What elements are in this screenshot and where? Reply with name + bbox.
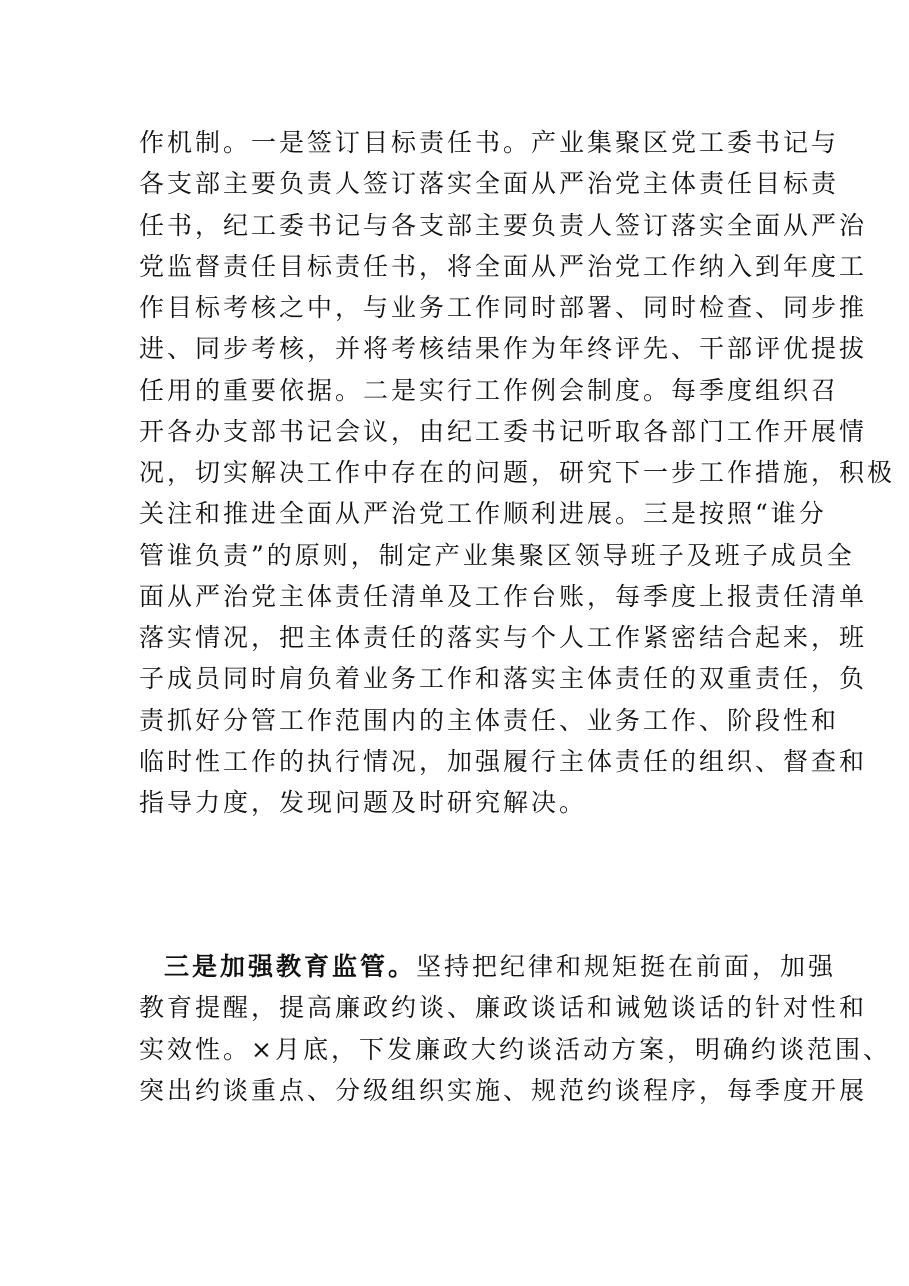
text-line: 作目标考核之中，与业务工作同时部署、同时检查、同步推 xyxy=(139,293,868,322)
text-line: 任书，纪工委书记与各支部主要负责人签订落实全面从严治 xyxy=(139,210,868,240)
text-line: 管谁负责”的原则，制定产业集聚区领导班子及班子成员全 xyxy=(139,540,855,570)
text-line-first xyxy=(139,946,837,987)
text-line: 关注和推进全面从严治党工作顺利进展。三是按照“谁分 xyxy=(139,499,827,529)
section-heading: 三是加强教育监管。 xyxy=(164,952,417,981)
text-line: 作机制。一是签订目标责任书。产业集聚区党工委书记与 xyxy=(139,128,840,157)
text-line: 各支部主要负责人签订落实全面从严治党主体责任目标责 xyxy=(139,169,840,199)
text-line: 况，切实解决工作中存在的问题，研究下一步工作措施，积极 xyxy=(139,458,896,487)
text-run: 坚持把纪律和规矩挺在前面，加强 xyxy=(416,952,837,981)
text-line: 进、同步考核，并将考核结果作为年终评先、干部评优提拔 xyxy=(139,334,868,364)
text-line: 教育提醒，提高廉政约谈、廉政谈话和诫勉谈话的针对性和 xyxy=(139,993,868,1023)
text-line: 责抓好分管工作范围内的主体责任、业务工作、阶段性和 xyxy=(139,705,840,735)
text-line: 任用的重要依据。二是实行工作例会制度。每季度组织召 xyxy=(139,375,840,405)
paragraph-education-supervision xyxy=(139,946,891,1111)
text-line: 落实情况，把主体责任的落实与个人工作紧密结合起来，班 xyxy=(139,623,868,652)
text-line: 实效性。×月底，下发廉政大约谈活动方案，明确约谈范围、 xyxy=(139,1034,891,1064)
text-line: 面从严治党主体责任清单及工作台账，每季度上报责任清单 xyxy=(139,581,868,611)
text-line: 开各办支部书记会议，由纪工委书记听取各部门工作开展情 xyxy=(139,416,868,446)
text-line: 指导力度，发现问题及时研究解决。 xyxy=(139,788,588,817)
paragraph-work-mechanism xyxy=(139,122,896,823)
text-line: 子成员同时肩负着业务工作和落实主体责任的双重责任，负 xyxy=(139,664,868,694)
text-line: 党监督责任目标责任书，将全面从严治党工作纳入到年度工 xyxy=(139,251,868,281)
text-line: 临时性工作的执行情况，加强履行主体责任的组织、督查和 xyxy=(139,746,868,776)
text-line: 突出约谈重点、分级组织实施、规范约谈程序，每季度开展 xyxy=(139,1075,868,1105)
